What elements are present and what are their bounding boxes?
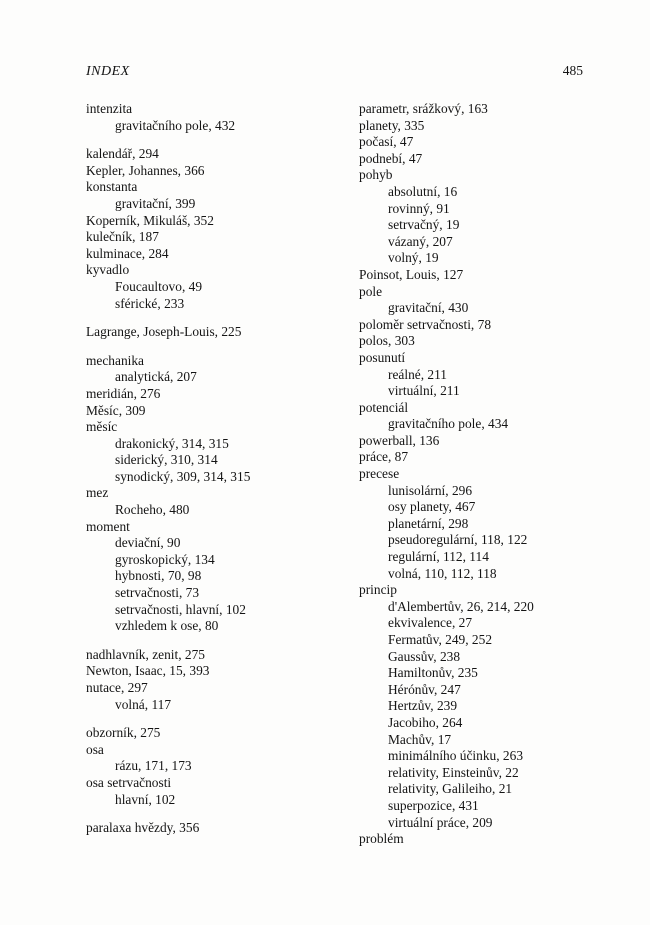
index-entry: počasí, 47 [359,134,414,150]
index-entry: pohyb [359,167,393,183]
index-subentry: relativity, Einsteinův, 22 [388,764,519,780]
index-subentry: Gaussův, 238 [388,648,461,664]
index-subentry: volná, 110, 112, 118 [388,565,497,581]
index-entry: poloměr setrvačnosti, 78 [359,316,492,332]
index-subentry: virtuální práce, 209 [388,814,493,830]
index-subentry: rovinný, 91 [388,200,450,216]
index-entry: planety, 335 [359,117,425,133]
index-subentry: gravitačního pole, 432 [115,117,236,133]
page-header [86,63,583,80]
index-subentry: analytická, 207 [115,369,197,385]
index-entry: pole [359,283,383,299]
index-subentry: relativity, Galileiho, 21 [388,781,513,797]
index-entry: Lagrange, Joseph-Louis, 225 [86,324,242,340]
index-entry: podnebí, 47 [359,150,423,166]
index-subentry: planetární, 298 [388,515,469,531]
index-subentry: volná, 117 [115,696,172,712]
index-entry: potenciál [359,399,409,415]
index-entry: Poinsot, Louis, 127 [359,266,464,282]
index-subentry: ekvivalence, 27 [388,615,473,631]
index-entry: nadhlavník, zenit, 275 [86,646,205,662]
index-entry: powerball, 136 [359,432,440,448]
index-subentry: lunisolární, 296 [388,482,473,498]
index-subentry: reálné, 211 [388,366,447,382]
index-entry: intenzita [86,101,133,116]
index-entry: mez [86,485,109,501]
index-entry: kulminace, 284 [86,245,169,261]
index-subentry: synodický, 309, 314, 315 [115,468,251,484]
index-entry: práce, 87 [359,449,409,465]
index-entry: Měsíc, 309 [86,402,146,418]
index-subentry: d'Alembertův, 26, 214, 220 [388,598,534,614]
index-subentry: Foucaultovo, 49 [115,278,203,294]
index-entry: nutace, 297 [86,680,148,695]
index-subentry: vzhledem k ose, 80 [115,618,219,634]
index-subentry: minimálního účinku, 263 [388,748,524,764]
index-subentry: setrvačnosti, 73 [115,585,200,601]
index-entry: osa setrvačnosti [86,774,172,790]
index-entry: Newton, Isaac, 15, 393 [86,663,210,679]
index-column-left [86,101,351,837]
index-subentry: deviační, 90 [115,535,181,551]
index-subentry: gravitační, 430 [388,300,469,316]
index-subentry: osy planety, 467 [388,499,476,515]
index-subentry: siderický, 310, 314 [115,452,218,468]
index-entry: princip [359,582,397,598]
index-subentry: gyroskopický, 134 [115,551,215,567]
index-subentry: regulární, 112, 114 [388,549,489,565]
index-entry: Koperník, Mikuláš, 352 [86,212,214,228]
index-subentry: Fermatův, 249, 252 [388,632,493,647]
index-entry: kyvadlo [86,262,130,278]
index-entry: mechanika [86,352,144,368]
index-entry: kalendář, 294 [86,146,159,162]
index-entry: meridián, 276 [86,385,161,401]
index-entry: Kepler, Johannes, 366 [86,162,205,178]
index-subentry: absolutní, 16 [388,183,458,199]
index-subentry: Machův, 17 [388,731,452,747]
page-number: 485 [562,63,583,78]
index-subentry: vázaný, 207 [388,233,453,249]
index-subentry: volný, 19 [388,250,439,266]
index-entry: posunutí [359,349,406,365]
index-subentry: Rocheho, 480 [115,502,190,518]
index-subentry: pseudoregulární, 118, 122 [388,532,528,548]
page-title: INDEX [86,64,130,79]
index-entry: paralaxa hvězdy, 356 [86,820,200,836]
index-subentry: hybnosti, 70, 98 [115,568,202,584]
index-entry: kulečník, 187 [86,229,159,245]
index-subentry: Hérónův, 247 [388,681,461,697]
index-subentry: setrvačnosti, hlavní, 102 [115,601,246,617]
index-subentry: Jacobiho, 264 [388,714,463,730]
index-subentry: Hertzův, 239 [388,698,458,714]
index-subentry: setrvačný, 19 [388,217,460,233]
index-subentry: virtuální, 211 [388,383,460,399]
index-subentry: gravitační, 399 [115,195,196,211]
index-entry: moment [86,518,130,534]
index-subentry: hlavní, 102 [115,791,176,807]
index-subentry: rázu, 171, 173 [115,758,192,774]
index-entry: obzorník, 275 [86,725,161,741]
index-subentry: superpozice, 431 [388,797,479,813]
index-entry: polos, 303 [359,333,415,349]
index-entry: měsíc [86,419,118,435]
index-column-right [359,101,599,848]
index-entry: parametr, srážkový, 163 [359,101,488,116]
index-subentry: drakonický, 314, 315 [115,435,229,451]
index-subentry: sférické, 233 [115,295,185,311]
index-entry: konstanta [86,179,138,195]
index-entry: precese [359,466,400,482]
index-entry: osa [86,741,104,757]
index-subentry: Hamiltonův, 235 [388,665,478,681]
index-subentry: gravitačního pole, 434 [388,416,509,432]
index-entry: problém [359,831,404,847]
